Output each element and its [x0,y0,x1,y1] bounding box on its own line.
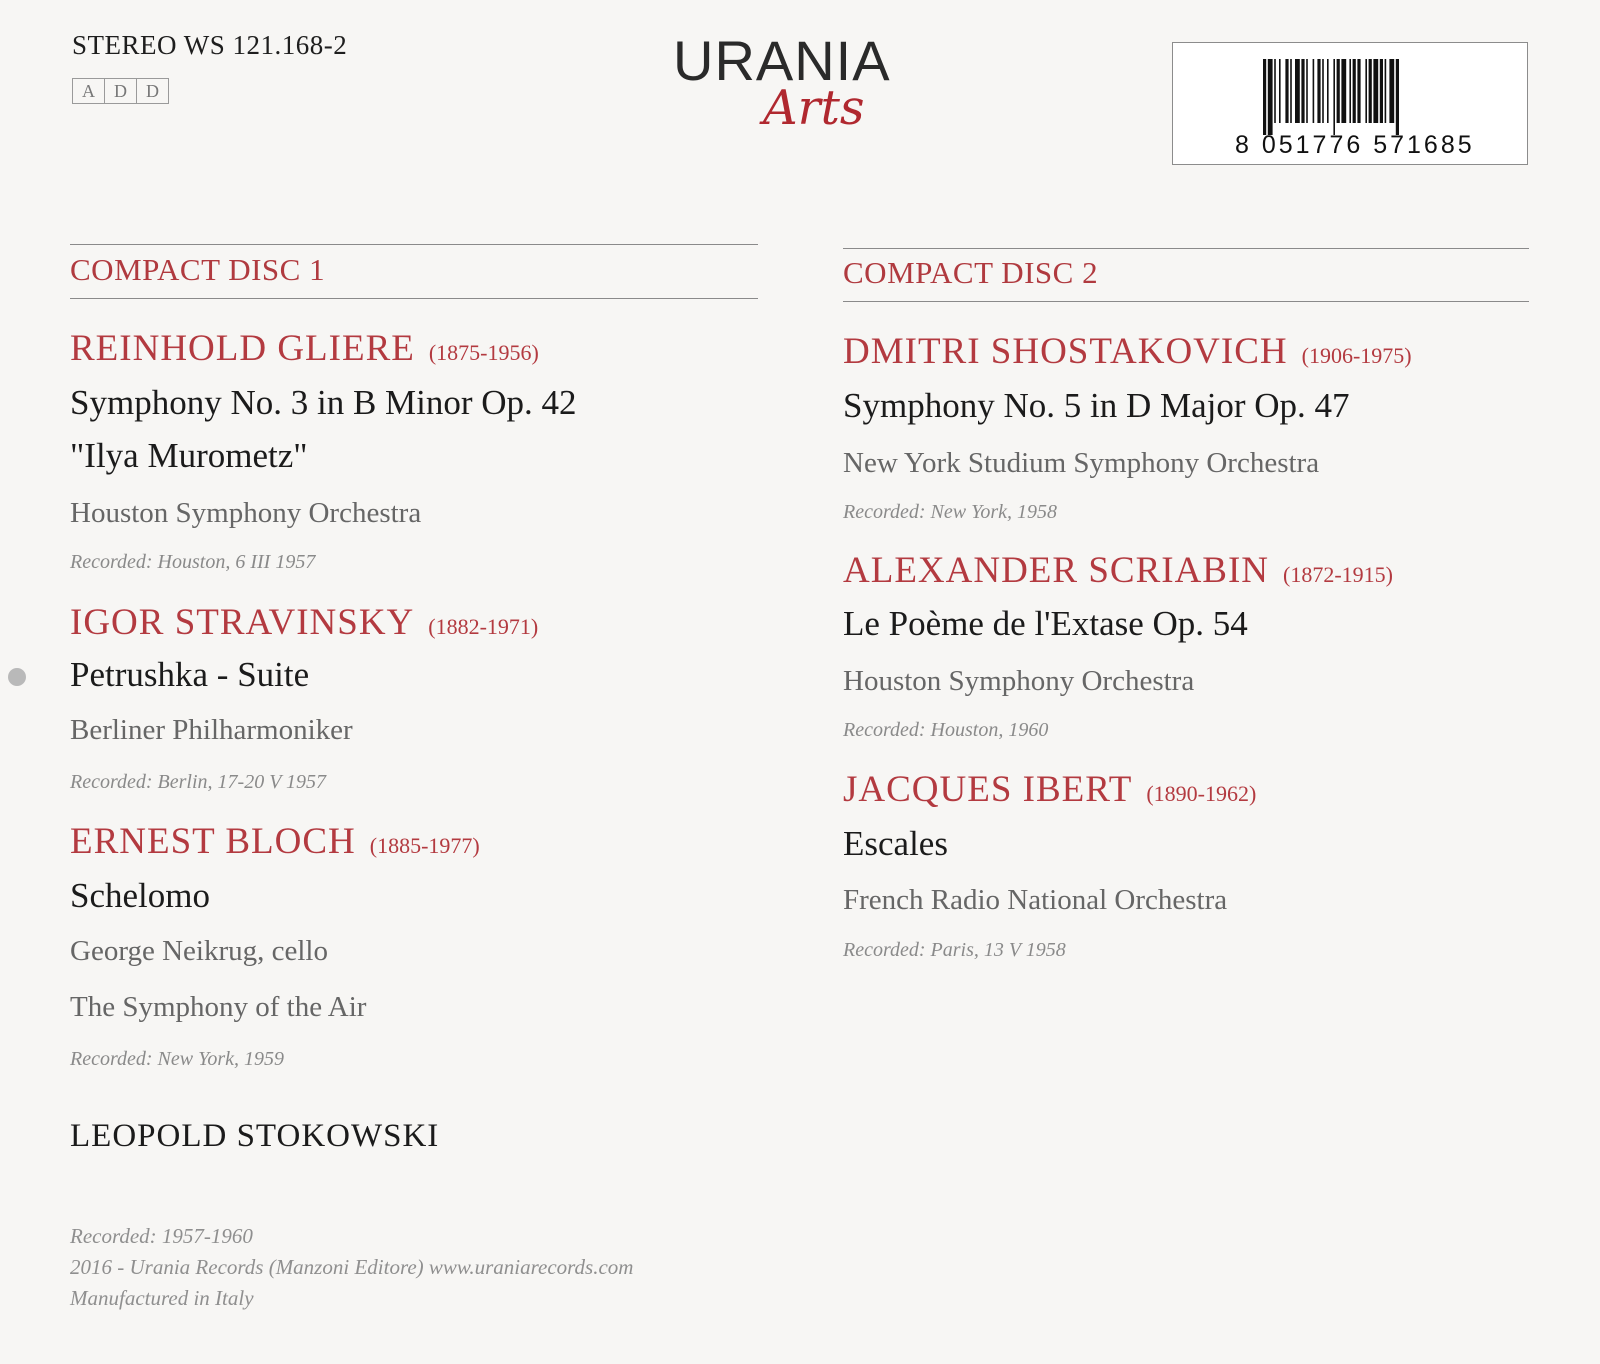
recording-info: Recorded: Houston, 6 III 1957 [70,551,316,573]
work-title: Symphony No. 3 in B Minor Op. 42 [70,383,577,422]
composer-dates: (1875-1956) [428,340,539,365]
barcode-bars [1263,59,1483,135]
work-title: Le Poème de l'Extase Op. 54 [843,604,1248,643]
performer: Berliner Philharmoniker [70,714,353,746]
footer-recorded: Recorded: 1957-1960 [70,1224,253,1248]
work-title: Symphony No. 5 in D Major Op. 47 [843,386,1350,425]
recording-info: Recorded: Berlin, 17-20 V 1957 [70,771,327,793]
divider [70,244,758,245]
composer-label: ERNEST BLOCH [70,821,356,862]
divider [843,301,1529,302]
logo-script: Arts [763,80,865,136]
divider [70,298,758,299]
footer-copyright: 2016 - Urania Records (Manzoni Editore) www.uraniarecords.com [70,1255,634,1279]
composer-dates: (1890-1962) [1146,781,1257,806]
composer-dates: (1872-1915) [1283,562,1394,587]
composer-dates: (1885-1977) [369,833,480,858]
work-title: Escales [843,824,948,863]
performer: Houston Symphony Orchestra [843,665,1195,697]
performer: French Radio National Orchestra [843,884,1228,916]
work-subtitle: "Ilya Murometz" [70,436,308,475]
conductor-name: LEOPOLD STOKOWSKI [70,1118,440,1154]
recording-info: Recorded: Houston, 1960 [843,719,1049,741]
composer-label: REINHOLD GLIERE [70,328,415,369]
composer-label: DMITRI SHOSTAKOVICH [843,331,1288,372]
composer-name [70,820,480,863]
composer-name [843,768,1256,811]
composer-dates: (1906-1975) [1301,343,1412,368]
composer-label: ALEXANDER SCRIABIN [843,550,1270,591]
barcode-number: 8 051776 571685 [1235,131,1475,159]
performer: The Symphony of the Air [70,991,367,1023]
composer-name [70,601,538,644]
catalog-number: STEREO WS 121.168-2 [72,30,348,60]
footer-credits [70,1221,633,1314]
divider [843,248,1529,249]
recording-info: Recorded: New York, 1958 [843,501,1058,523]
logo-wordmark: URANIA [673,29,891,92]
spars-letter: D [136,78,169,104]
spars-code [72,78,168,104]
composer-dates: (1882-1971) [428,614,539,639]
recording-info: Recorded: New York, 1959 [70,1048,285,1070]
performer: George Neikrug, cello [70,935,328,967]
composer-label: JACQUES IBERT [843,769,1133,810]
composer-label: IGOR STRAVINSKY [70,602,415,643]
composer-name [70,327,539,370]
disc-1-heading: COMPACT DISC 1 [70,252,326,287]
composer-name [843,549,1393,592]
work-title: Schelomo [70,876,210,915]
spars-letter: A [72,78,105,104]
disc-2-heading: COMPACT DISC 2 [843,255,1099,290]
urania-arts-logo [673,28,963,138]
spars-letter: D [104,78,137,104]
work-title: Petrushka - Suite [70,655,310,694]
scan-spot [8,668,26,686]
performer: New York Studium Symphony Orchestra [843,447,1320,479]
recording-info: Recorded: Paris, 13 V 1958 [843,939,1066,961]
performer: Houston Symphony Orchestra [70,497,422,529]
footer-manufactured: Manufactured in Italy [70,1286,254,1310]
barcode [1172,42,1528,165]
composer-name [843,330,1412,373]
